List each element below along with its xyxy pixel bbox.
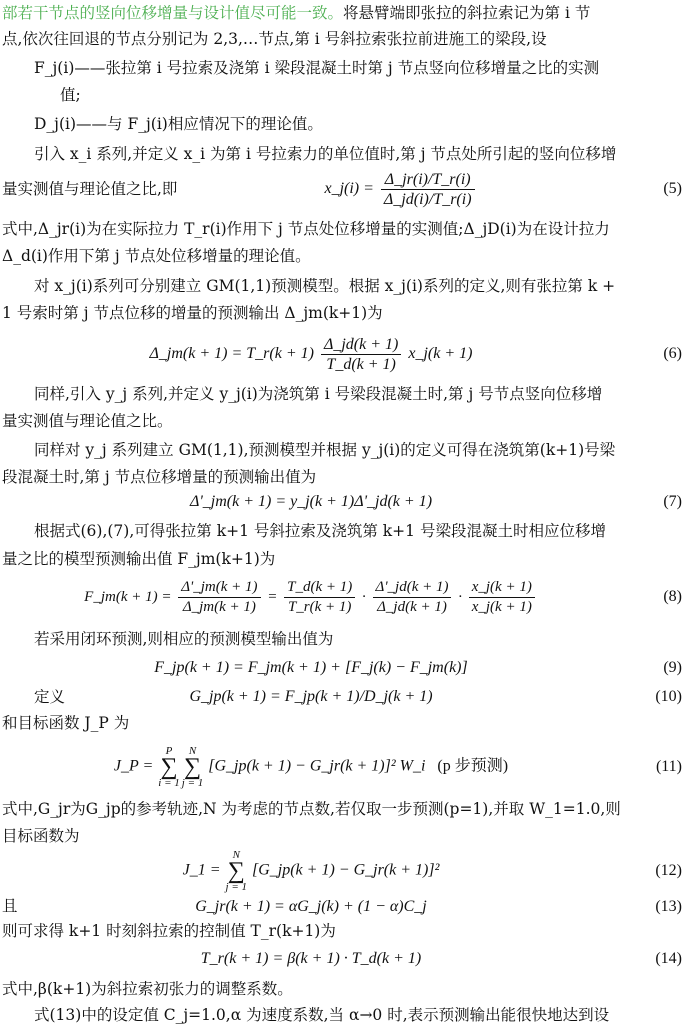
equation-7: Δ'_jm(k + 1) = y_j(k + 1)Δ'_jd(k + 1) (7) — [189, 493, 682, 510]
equation-number: (8) — [663, 588, 682, 605]
paragraph-line: 部若干节点的竖向位移增量与设计值尽可能一致。将悬臂端即张拉的斜拉索记为第 i 节 — [2, 4, 591, 22]
paragraph-line: 量实测值与理论值之比,即 — [2, 180, 178, 198]
paragraph-line: 式(13)中的设定值 C_j=1.0,α 为速度系数,当 α→0 时,表示预测输出能很快地达到设 — [34, 1006, 610, 1024]
paragraph-line: 式中,G_jr为G_jp的参考轨迹,N 为考虑的节点数,若仅取一步预测(p=1),并取 W_1=1.0,则 — [2, 800, 621, 818]
equation-number: (7) — [663, 493, 682, 510]
summation: P ∑ i = 1 — [158, 745, 180, 789]
paragraph-line: 定义 — [34, 688, 66, 706]
fraction: $\frac{\Delta\_jd(k + 1)}{T\_d(k + 1)}$ — [321, 335, 401, 374]
paragraph-line: 式中,β(k+1)为斜拉索初张力的调整系数。 — [2, 980, 293, 998]
fraction: $\frac{\Delta'\_jd(k + 1)}{\Delta\_jd(k + 1)}$ — [373, 578, 452, 617]
paragraph-line: 式中,Δ_jr(i)为在实际拉力 T_r(i)作用下 j 节点处位移增量的实测值;Δ_jD(i)为在设计拉力 — [2, 220, 610, 238]
equation-5: x_j(i) = $\frac{\Delta\_jr(i)/T\_r(i)}{\Delta\_jd(i)/T\_r(i)}$ (5) — [324, 170, 682, 208]
fraction: $\frac{\Delta'\_jm(k + 1)}{\Delta\_jm(k + 1)}$ — [178, 578, 260, 617]
paragraph-line: 目标函数为 — [2, 827, 80, 845]
definition-line: F_j(i)——张拉第 i 号拉索及浇第 i 梁段混凝土时第 j 节点竖向位移增量之比的实测 — [34, 59, 600, 77]
equation-8: F_jm(k + 1) = $\frac{\Delta'\_jm(k + 1)}{\Delta\_jm(k + 1)}$ = $\frac{T\_d(k + 1)}{T\_r(k + 1)}$ · $\frac{\Delta'\_jd(k + 1)}{\Delta\_jd(k + 1)}$ · $\frac{x\_j(k + 1)}{x\_j(k + 1)}$ (8) — [84, 578, 682, 615]
paragraph-line: 同样对 y_j 系列建立 GM(1,1),预测模型并根据 y_j(i)的定义可得在浇筑第(k+1)号梁 — [34, 441, 616, 459]
equation-13: G_jr(k + 1) = αG_j(k) + (1 − α)C_j (13) — [195, 898, 682, 915]
equation-11: J_P = P ∑ i = 1N ∑ j = 1 [G_jp(k + 1) − G_jr(k + 1)]² W_i (p 步预测) (11) — [113, 745, 682, 789]
paragraph-line: 点,依次往回退的节点分别记为 2,3,…节点,第 i 号斜拉索张拉前进施工的梁段,设 — [2, 30, 547, 48]
fraction: $\frac{x\_j(k + 1)}{x\_j(k + 1)}$ — [469, 578, 535, 617]
equation-number: (11) — [655, 758, 682, 775]
paragraph-line: 和目标函数 J_P 为 — [2, 714, 130, 732]
paragraph-line: 对 x_j(i)系列可分别建立 GM(1,1)预测模型。根据 x_j(i)系列的定义,则有张拉第 k + — [34, 277, 616, 295]
fraction: $\frac{T\_d(k + 1)}{T\_r(k + 1)}$ — [284, 578, 355, 617]
equation-14: T_r(k + 1) = β(k + 1) · T_d(k + 1) (14) — [200, 950, 682, 967]
paragraph-line: Δ_d(i)作用下第 j 节点处位移增量的理论值。 — [2, 247, 311, 265]
equation-number: (5) — [663, 180, 682, 197]
watermark-text: 部若干节点的竖向位移增量与设计值尽可能一致。 — [2, 4, 344, 22]
paragraph-line: 引入 x_i 系列,并定义 x_i 为第 i 号拉索力的单位值时,第 j 节点处所引起的竖向位移增 — [34, 145, 617, 163]
summation: N ∑ j = 1 — [181, 745, 204, 789]
fraction: $\frac{\Delta\_jr(i)/T\_r(i)}{\Delta\_jd(i)/T\_r(i)}$ — [381, 170, 475, 209]
paragraph-line: 1 号索时第 j 节点位移的增量的预测输出 Δ_jm(k+1)为 — [2, 304, 383, 322]
equation-number: (9) — [663, 659, 682, 676]
equation-number: (10) — [655, 688, 682, 705]
equation-number: (14) — [655, 950, 682, 967]
definition-line: 值; — [60, 86, 81, 104]
equation-number: (12) — [655, 862, 682, 879]
paragraph-line: 且 — [2, 897, 18, 915]
paragraph-line: 段混凝土时,第 j 节点位移增量的预测输出值为 — [2, 468, 317, 486]
paragraph-line: 量实测值与理论值之比。 — [2, 412, 173, 430]
equation-9: F_jp(k + 1) = F_jm(k + 1) + [F_j(k) − F_jm(k)] (9) — [154, 659, 682, 676]
paragraph-line: 则可求得 k+1 时刻斜拉索的控制值 T_r(k+1)为 — [2, 922, 336, 940]
equation-number: (13) — [655, 898, 682, 915]
paragraph-line: 若采用闭环预测,则相应的预测模型输出值为 — [34, 630, 334, 648]
equation-6: Δ_jm(k + 1) = T_r(k + 1) $\frac{\Delta\_jd(k + 1)}{T\_d(k + 1)}$ x_j(k + 1) (6) — [149, 335, 682, 373]
paragraph-line: 同样,引入 y_j 系列,并定义 y_j(i)为浇筑第 i 号梁段混凝土时,第 j 号节点竖向位移增 — [34, 385, 603, 403]
equation-10: G_jp(k + 1) = F_jp(k + 1)/D_j(k + 1) (10) — [189, 688, 682, 705]
equation-number: (6) — [663, 345, 682, 362]
equation-12: J_1 = N ∑ j = 1 [G_jp(k + 1) − G_jr(k + 1)]² (12) — [182, 849, 682, 893]
paragraph-line: 根据式(6),(7),可得张拉第 k+1 号斜拉索及浇筑第 k+1 号梁段混凝土时相应位移增 — [34, 522, 606, 540]
paragraph-line: 量之比的模型预测输出值 F_jm(k+1)为 — [2, 550, 276, 568]
definition-line: D_j(i)——与 F_j(i)相应情况下的理论值。 — [34, 115, 323, 133]
summation: N ∑ j = 1 — [225, 849, 247, 893]
